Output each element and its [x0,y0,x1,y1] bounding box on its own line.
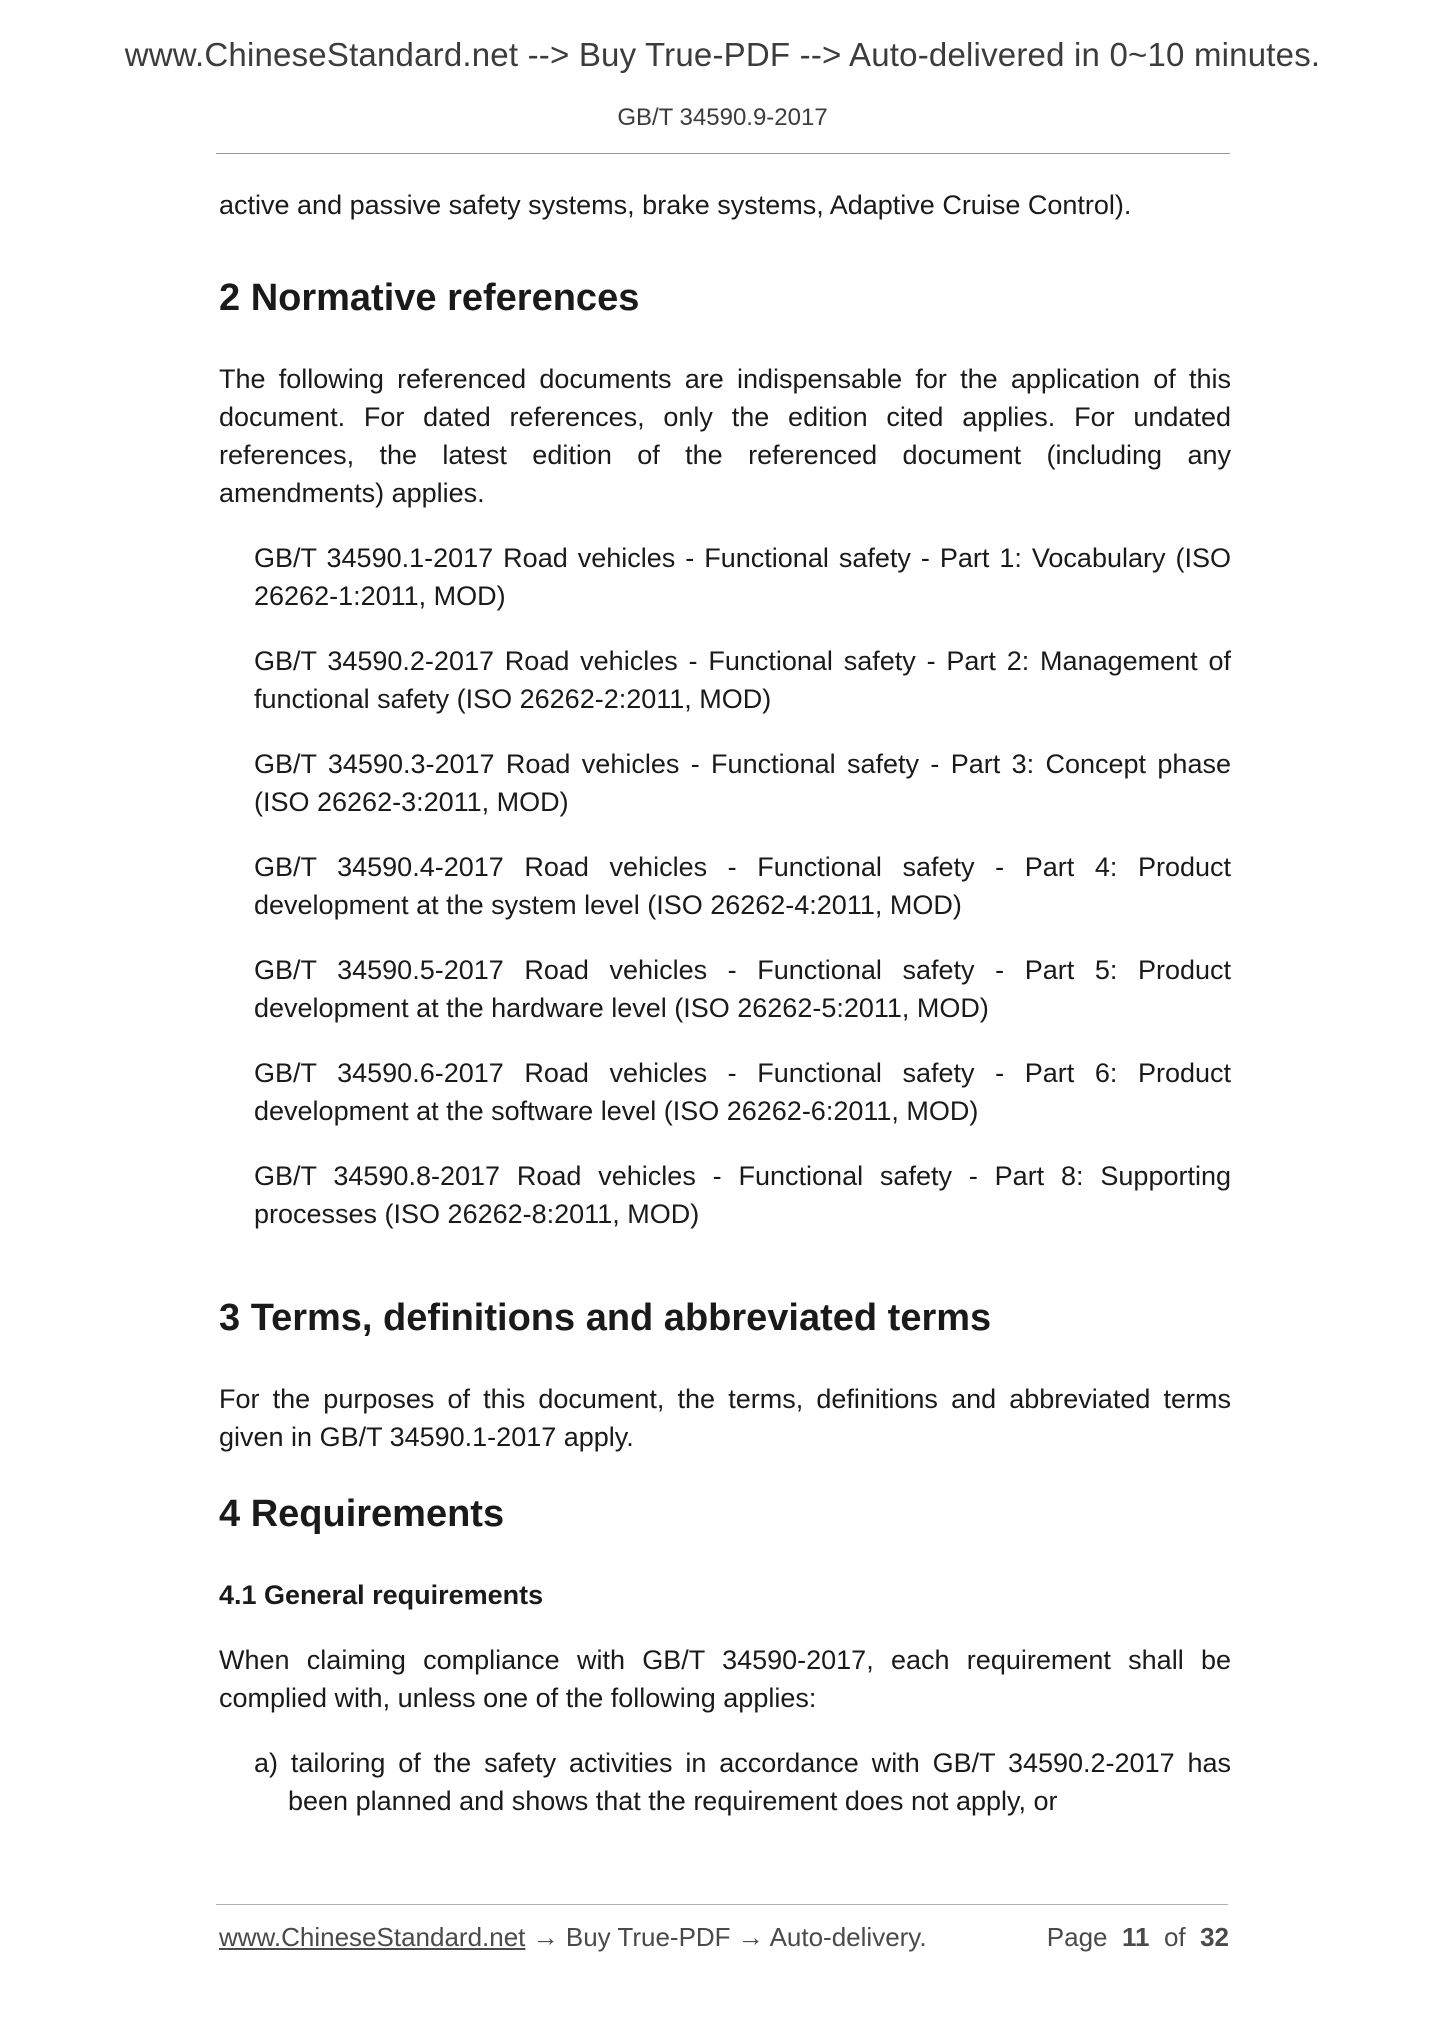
footer-site-link[interactable]: www.ChineseStandard.net [219,1922,526,1952]
document-code: GB/T 34590.9-2017 [617,104,828,131]
total-pages: 32 [1200,1922,1229,1952]
reference-item: GB/T 34590.8-2017 Road vehicles - Functional safety - Part 8: Supporting processes (ISO 26262-8:2011, MOD) [254,1161,1231,1229]
top-banner: www.ChineseStandard.net --> Buy True-PDF --> Auto-delivered in 0~10 minutes. [124,36,1321,73]
reference-item: GB/T 34590.3-2017 Road vehicles - Functional safety - Part 3: Concept phase (ISO 26262-3:2011, MOD) [254,749,1231,817]
section-3-heading: 3 Terms, definitions and abbreviated terms [219,1297,992,1339]
header-divider [216,153,1230,154]
page-number: 11 [1121,1922,1150,1952]
section-4-paragraph: When claiming compliance with GB/T 34590-2017, each requirement shall be complied with, unless one of the following applies: [219,1645,1231,1713]
subsection-4-1-heading: 4.1 General requirements [219,1580,544,1610]
footer-divider [216,1904,1228,1905]
page-content [219,186,1231,1820]
reference-list [219,539,1231,1233]
reference-item: GB/T 34590.1-2017 Road vehicles - Functional safety - Part 1: Vocabulary (ISO 26262-1:2011, MOD) [254,543,1231,611]
section-4-heading: 4 Requirements [219,1493,505,1535]
reference-item: GB/T 34590.6-2017 Road vehicles - Functional safety - Part 6: Product development at the software level (ISO 26262-6:2011, MOD) [254,1058,1231,1126]
list-item-a: a) tailoring of the safety activities in accordance with GB/T 34590.2-2017 has been planned and shows that the requirement does not apply, or [254,1748,1231,1816]
reference-item: GB/T 34590.4-2017 Road vehicles - Functional safety - Part 4: Product development at the system level (ISO 26262-4:2011, MOD) [254,852,1231,920]
section-2-paragraph: The following referenced documents are indispensable for the application of this document. For dated references, only the edition cited applies. For undated references, the latest edition of the referenced document (including any amendments) applies. [219,364,1231,508]
page-label: Page [1046,1922,1108,1952]
of-label: of [1163,1922,1186,1952]
footer-link-suffix: → Buy True-PDF → Auto-delivery. [525,1922,927,1952]
reference-item: GB/T 34590.5-2017 Road vehicles - Functional safety - Part 5: Product development at the hardware level (ISO 26262-5:2011, MOD) [254,955,1231,1023]
intro-line: active and passive safety systems, brake systems, Adaptive Cruise Control). [219,190,1132,220]
section-3-paragraph: For the purposes of this document, the terms, definitions and abbreviated terms given in GB/T 34590.1-2017 apply. [219,1384,1231,1452]
reference-item: GB/T 34590.2-2017 Road vehicles - Functional safety - Part 2: Management of functional safety (ISO 26262-2:2011, MOD) [254,646,1231,714]
section-2-heading: 2 Normative references [219,277,640,319]
page-indicator [1047,1922,1229,1953]
